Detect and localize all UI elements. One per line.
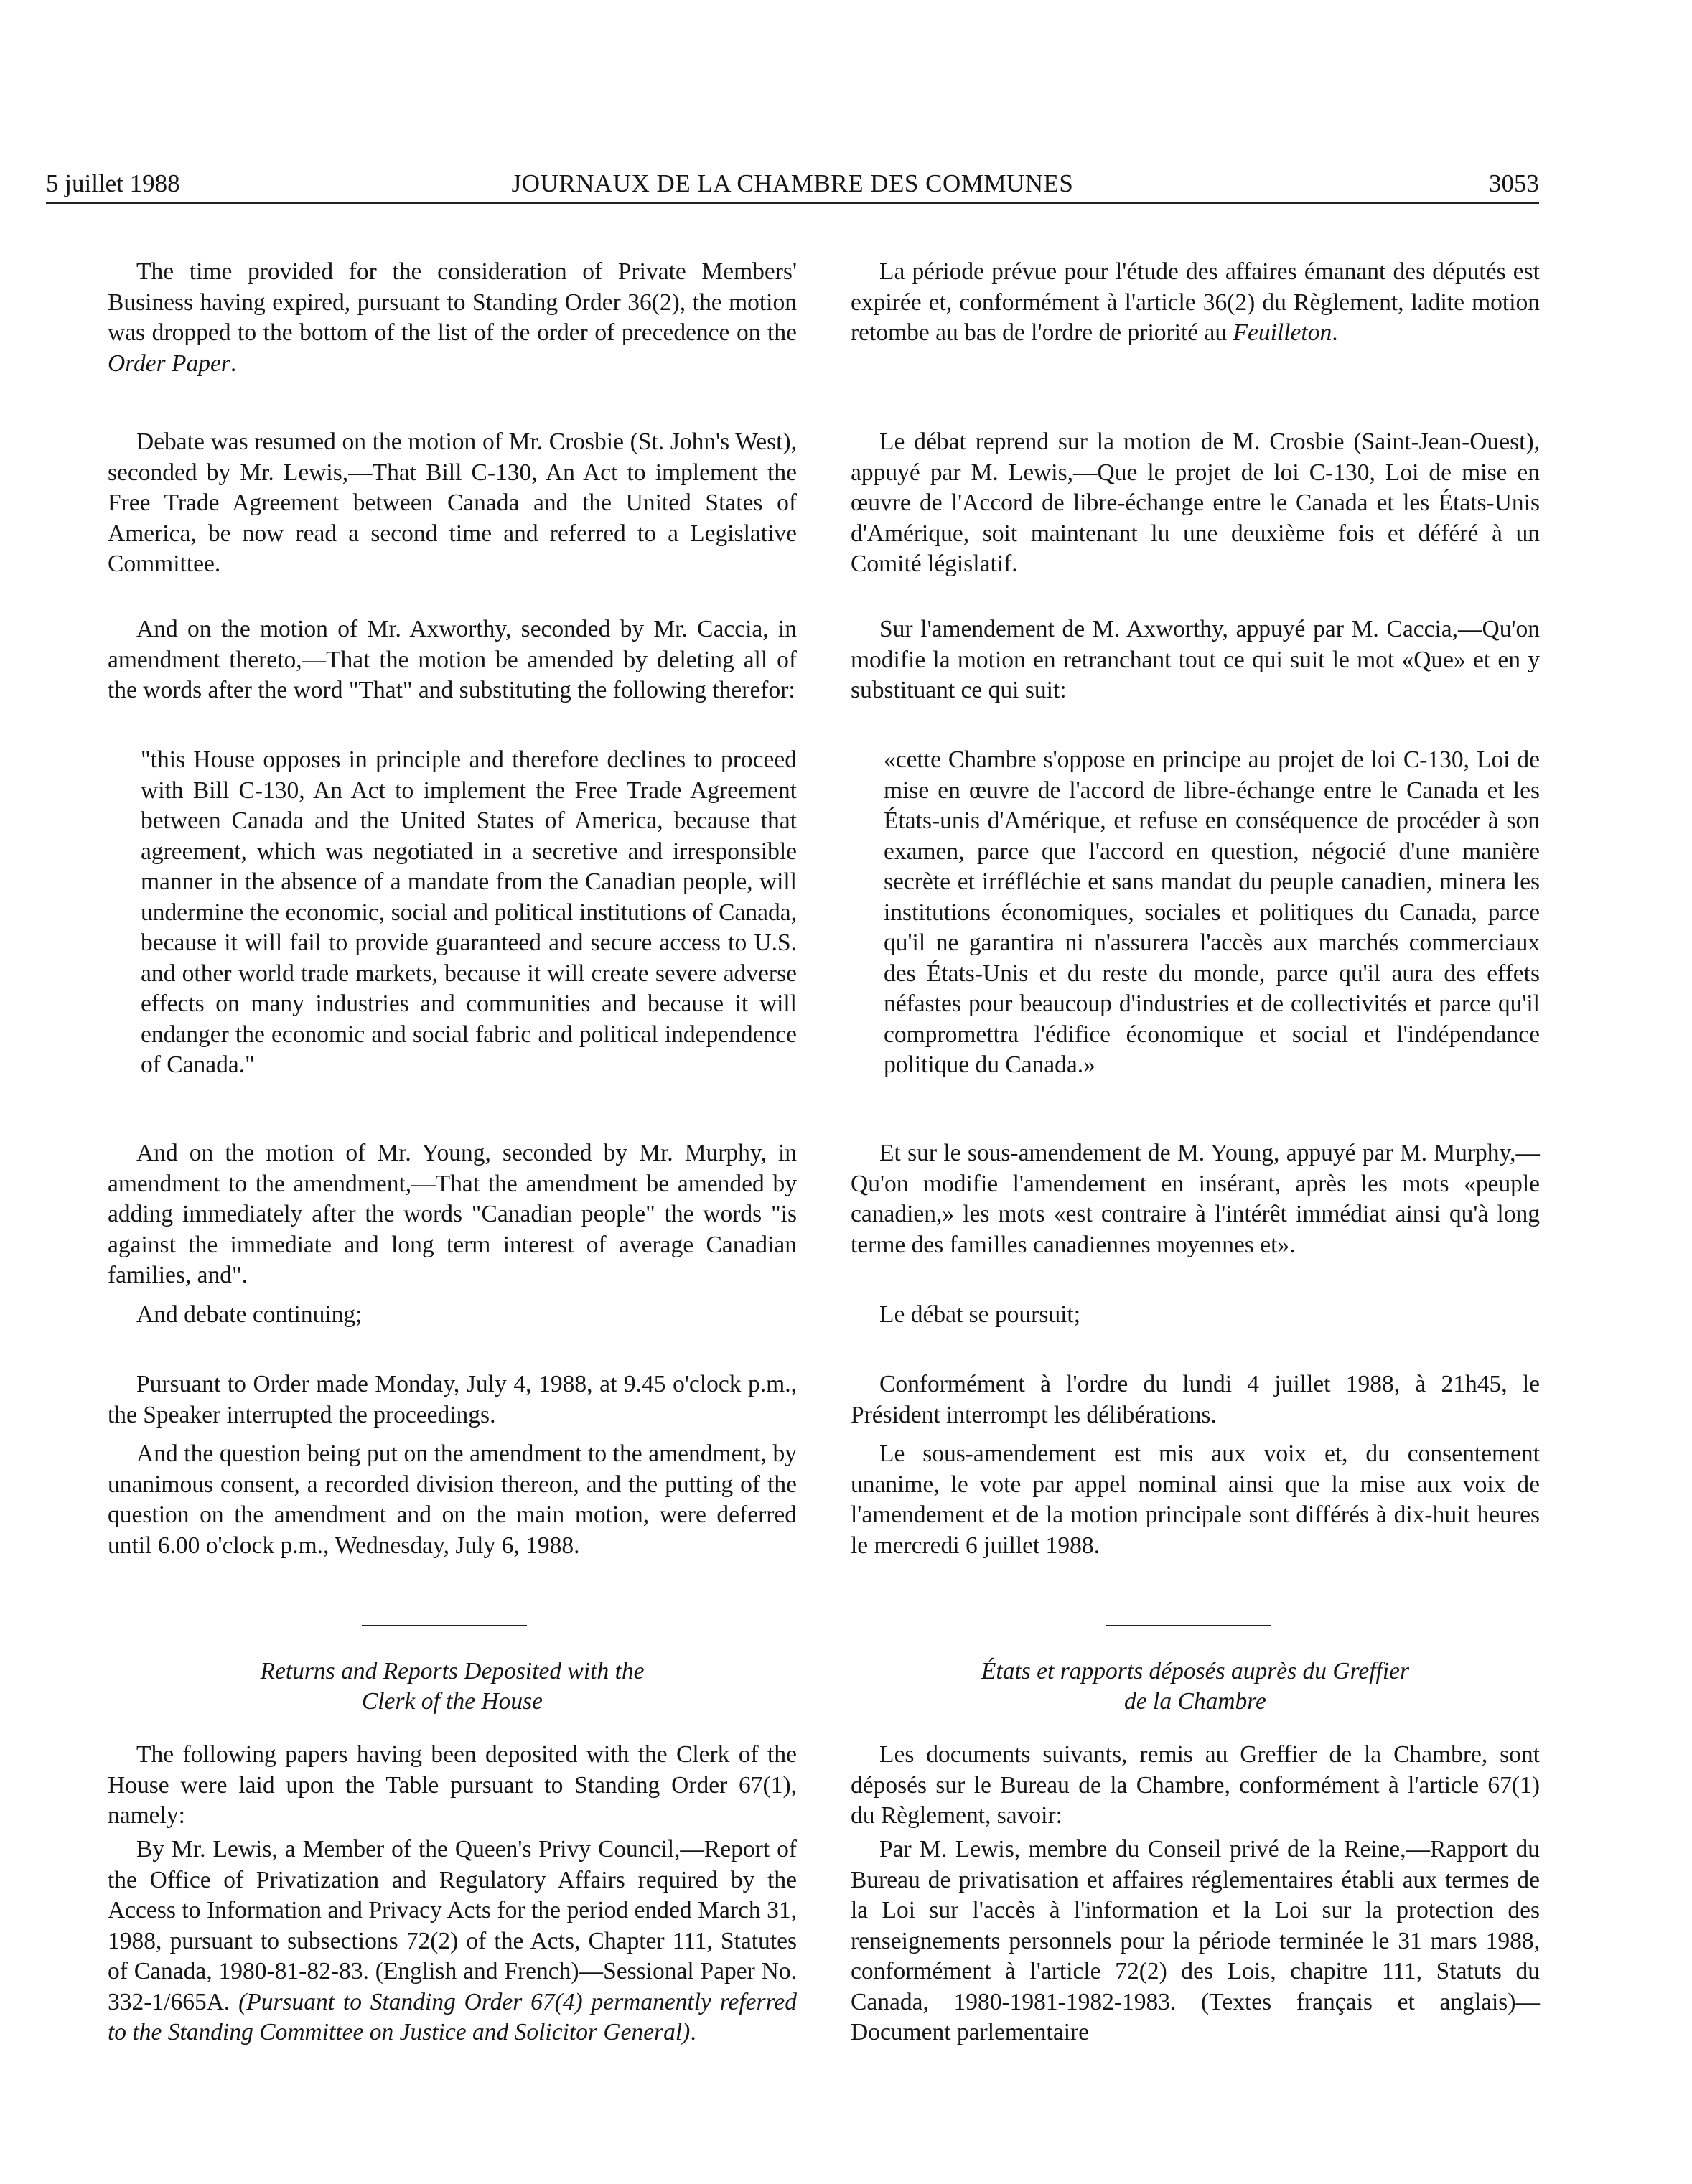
section-heading-returns: Returns and Reports Deposited with the Clerk of the House xyxy=(260,1658,645,1715)
header-title: JOURNAUX DE LA CHAMBRE DES COMMUNES xyxy=(511,169,1074,197)
section-heading-etats-rapports: États et rapports déposés auprès du Greffier de la Chambre xyxy=(981,1658,1410,1715)
paragraph-debate-resumed: Debate was resumed on the motion of Mr. Crosbie (St. John's West), seconded by Mr. Lewis,—That Bill C-130, An Act to implement the Free Trade Agreement between Canada and the United States of America, be now read a second time and referred to a Legislative Committee. xyxy=(108,428,797,577)
paragraph-documents-deposes: Les documents suivants, remis au Greffier de la Chambre, sont déposés sur le Bureau de la Chambre, conformément à l'article 67(1) du Règlement, savoir: xyxy=(851,1741,1540,1829)
paragraph-young-subamendment: And on the motion of Mr. Young, seconded by Mr. Murphy, in amendment to the amendment,—That the amendment be amended by adding immediately after the words "Canadian people" the words "is against the immediate and long term interest of average Canadian families, and". xyxy=(108,1140,797,1288)
header-date: 5 juillet 1988 xyxy=(46,169,180,197)
section-divider xyxy=(362,1625,527,1626)
paragraph-sous-amendement-young: Et sur le sous-amendement de M. Young, appuyé par M. Murphy,—Qu'on modifie l'amendement en insérant, après les mots «peuple canadien,» les mots «est contraire à l'intérêt immédiat ainsi qu'à long terme des familles canadiennes moyennes et». xyxy=(851,1140,1540,1258)
paragraph-president-interrompt: Conformément à l'ordre du lundi 4 juillet 1988, à 21h45, le Président interrompt les délibérations. xyxy=(851,1371,1540,1428)
paragraph-speaker-interrupted: Pursuant to Order made Monday, July 4, 1988, at 9.45 o'clock p.m., the Speaker interrupted the proceedings. xyxy=(108,1371,797,1428)
paragraph-vote-differe: Le sous-amendement est mis aux voix et, du consentement unanime, le vote par appel nominal ainsi que la mise aux voix de l'amendement et de la motion principale sont différés à dix-huit heures le mercredi 6 juillet 1988. xyxy=(851,1440,1540,1559)
paragraph-rapport-lewis: Par M. Lewis, membre du Conseil privé de la Reine,—Rapport du Bureau de privatisation et affaires réglementaires établi aux termes de la Loi sur l'accès à l'information et la Loi sur la protection des renseignements personnels pour la période terminée le 31 mars 1988, conformément à l'article 72(2) des Lois, chapitre 111, Statuts du Canada, 1980-1981-1982-1983. (Textes français et anglais)—Document parlementaire xyxy=(851,1836,1540,2045)
paragraph-papers-deposited: The following papers having been deposited with the Clerk of the House were laid upon the Table pursuant to Standing Order 67(1), namely: xyxy=(108,1741,797,1829)
paragraph-private-members: The time provided for the consideration of Private Members' Business having expired, pursuant to Standing Order 36(2), the motion was dropped to the bottom of the list of the order of precedence on the Order Paper. xyxy=(108,258,797,377)
citation-amendement: «cette Chambre s'oppose en principe au projet de loi C-130, Loi de mise en œuvre de l'accord de libre-échange entre le Canada et les États-unis d'Amérique, et refuse en conséquence de procéder à son examen, parce que l'accord en question, négocié d'une manière secrète et irréfléchie et sans mandat du peuple canadien, minera les institutions économiques, sociales et politiques du Canada, parce qu'il ne garantira ni n'assurera l'accès aux marchés commerciaux des États-Unis et du reste du monde, parce qu'il aura des effets néfastes pour beaucoup d'industries et de collectivités et parce qu'il compromettra l'édifice économique et social et l'indépendance politique du Canada.» xyxy=(884,746,1540,1078)
paragraph-affaires-deputes: La période prévue pour l'étude des affaires émanant des députés est expirée et, conformément à l'article 36(2) du Règlement, ladite motion retombe au bas de l'ordre de priorité au Feuilleton. xyxy=(851,258,1540,346)
paragraph-deferred-division: And the question being put on the amendment to the amendment, by unanimous consent, a recorded division thereon, and the putting of the question on the amendment and on the main motion, were deferred until 6.00 o'clock p.m., Wednesday, July 6, 1988. xyxy=(108,1440,797,1559)
page-number: 3053 xyxy=(1489,169,1539,197)
paragraph-axworthy-amendment: And on the motion of Mr. Axworthy, seconded by Mr. Caccia, in amendment thereto,—That the motion be amended by deleting all of the words after the word "That" and substituting the following therefor: xyxy=(108,616,797,703)
paragraph-lewis-report: By Mr. Lewis, a Member of the Queen's Privy Council,—Report of the Office of Privatization and Regulatory Affairs required by the Access to Information and Privacy Acts for the period ended March 31, 1988, pursuant to subsections 72(2) of the Acts, Chapter 111, Statutes of Canada, 1980-81-82-83. (English and French)—Sessional Paper No. 332-1/665A. (Pursuant to Standing Order 67(4) permanently referred to the Standing Committee on Justice and Solicitor General). xyxy=(108,1836,798,2045)
paragraph-debate-continuing: And debate continuing; xyxy=(136,1301,363,1328)
paragraph-debat-reprend: Le débat reprend sur la motion de M. Crosbie (Saint-Jean-Ouest), appuyé par M. Lewis,—Que le projet de loi C-130, Loi de mise en œuvre de l'Accord de libre-échange entre le Canada et les États-Unis d'Amérique, soit maintenant lu une deuxième fois et déféré à un Comité législatif. xyxy=(851,428,1540,577)
paragraph-amendement-axworthy: Sur l'amendement de M. Axworthy, appuyé par M. Caccia,—Qu'on modifie la motion en retranchant tout ce qui suit le mot «Que» et en y substituant ce qui suit: xyxy=(851,616,1540,703)
section-divider xyxy=(1106,1625,1271,1626)
paragraph-debat-poursuit: Le débat se poursuit; xyxy=(879,1301,1081,1328)
page-header xyxy=(46,165,1539,204)
amendment-quote: "this House opposes in principle and therefore declines to proceed with Bill C-130, An Act to implement the Free Trade Agreement between Canada and the United States of America, because that agreement, which was negotiated in a secretive and irresponsible manner in the absence of a mandate from the Canadian people, will undermine the economic, social and political institutions of Canada, because it will fail to provide guaranteed and secure access to U.S. and other world trade markets, because it will create severe adverse effects on many industries and communities and because it will endanger the economic and social fabric and political independence of Canada." xyxy=(141,746,797,1078)
